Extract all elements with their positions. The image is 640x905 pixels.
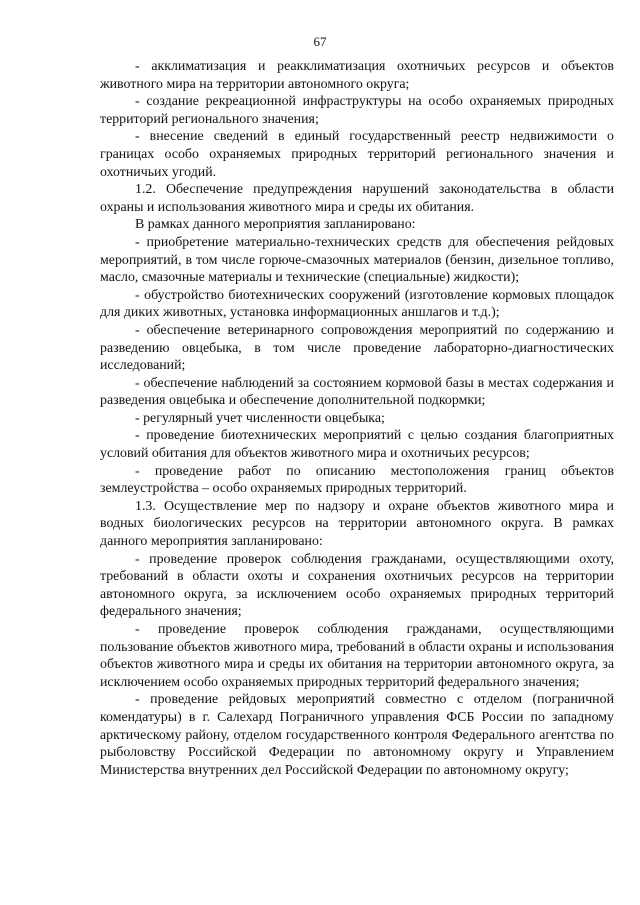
paragraph: - регулярный учет численности овцебыка; xyxy=(135,410,385,426)
paragraph: - внесение сведений в единый государственный реестр недвижимости о границах особо охраняемых природных территорий регионального значения и охотничьих угодий. xyxy=(100,129,614,180)
page-number: 67 xyxy=(313,34,327,49)
paragraph: - проведение работ по описанию местоположения границ объектов землеустройства – особо охраняемых природных территорий. xyxy=(100,463,614,497)
paragraph: - обустройство биотехнических сооружений (изготовление кормовых площадок для диких животных, установка информационных аншлагов и т.д.); xyxy=(100,287,614,321)
paragraph: - проведение проверок соблюдения гражданами, осуществляющими пользование объектов животного мира, требований в области охраны и использования объектов животного мира и среды их обитания на территории автономного округа, за исключением особо охраняемых природных территорий федерального значения; xyxy=(100,622,614,690)
paragraph: - проведение проверок соблюдения гражданами, осуществляющими охоту, требований в области охоты и сохранения охотничьих ресурсов на территории автономного округа, за исключением особо охраняемых природных территорий федерального значения; xyxy=(100,551,614,620)
paragraph: 1.2. Обеспечение предупреждения нарушений законодательства в области охраны и использования животного мира и среды их обитания. xyxy=(100,182,614,215)
document-body xyxy=(100,58,614,779)
paragraph: - приобретение материально-технических средств для обеспечения рейдовых мероприятий, в том числе горюче-смазочных материалов (бензин, дизельное топливо, масло, смазочные материалы и технические (специальные) жидкости); xyxy=(100,234,614,286)
paragraph: - создание рекреационной инфраструктуры на особо охраняемых природных территорий регионального значения; xyxy=(100,94,614,127)
paragraph: - проведение рейдовых мероприятий совместно с отделом (пограничной комендатуры) в г. Салехард Пограничного управления ФСБ России по западному арктическому району, отделом государственного контроля Федерального агентства по рыболовству Российской Федерации по автономному округу и Управлением Министерства внутренних дел Российской Федерации по автономному округу; xyxy=(100,692,614,778)
paragraph: 1.3. Осуществление мер по надзору и охране объектов животного мира и водных биологических ресурсов на территории автономного округа. В рамках данного мероприятия запланировано: xyxy=(100,498,614,550)
paragraph: - акклиматизация и реакклиматизация охотничьих ресурсов и объектов животного мира на территории автономного округа; xyxy=(100,59,614,92)
paragraph: В рамках данного мероприятия запланировано: xyxy=(135,217,416,233)
paragraph: - обеспечение наблюдений за состоянием кормовой базы в местах содержания и разведения овцебыка и обеспечение дополнительной подкормки; xyxy=(100,375,614,409)
paragraph: - обеспечение ветеринарного сопровождения мероприятий по содержанию и разведению овцебыка, в том числе проведение лабораторно-диагностических исследований; xyxy=(100,322,614,374)
paragraph: - проведение биотехнических мероприятий с целью создания благоприятных условий обитания для объектов животного мира и охотничьих ресурсов; xyxy=(100,428,614,462)
